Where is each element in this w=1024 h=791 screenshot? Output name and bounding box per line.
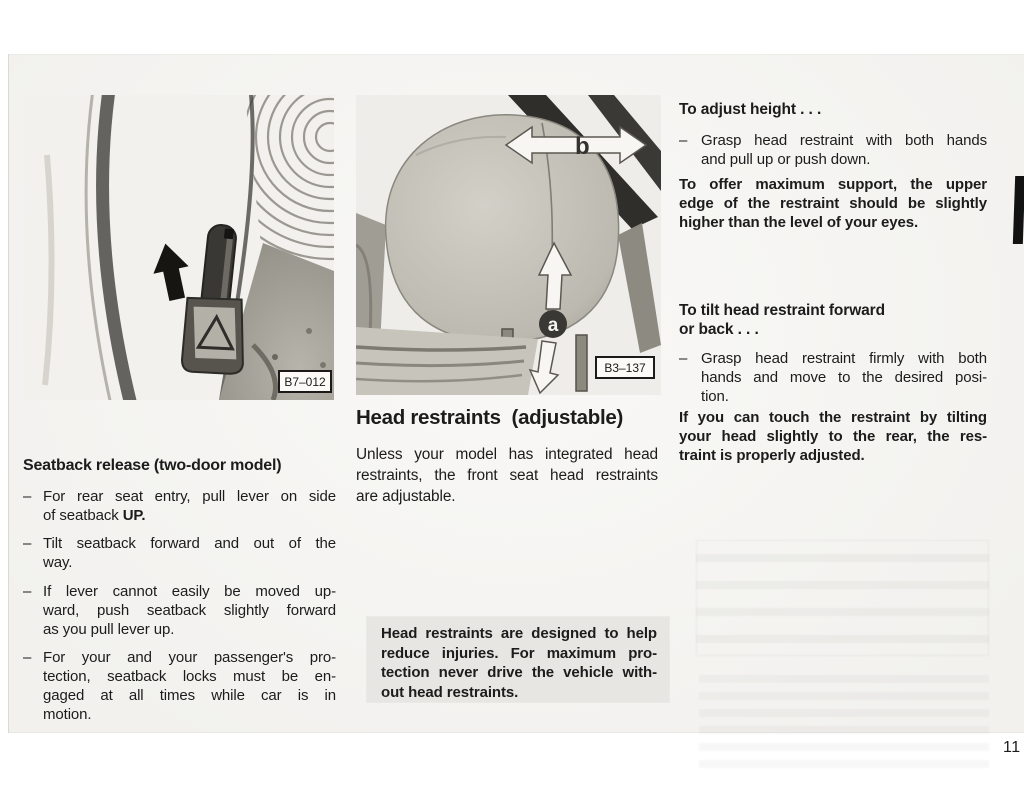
section-heading-seatback-release: Seatback release (two-door model) [23, 457, 282, 474]
list-item-text: If lever cannot easily be moved up- ward, push seatback slightly forward as you pull lever up. [43, 583, 336, 638]
restraint-post [576, 335, 587, 391]
figure-label [596, 357, 654, 378]
list-item-text: For your and your passenger's pro- tection, seatback locks must be en- gaged at all times while car is in motion. [43, 649, 336, 723]
tilt-arrow-icon [506, 127, 646, 163]
bleed-through-text [699, 675, 989, 775]
figure-seatback-lever [23, 95, 334, 400]
bullet-dash: – [23, 535, 32, 552]
bullet-dash: – [23, 583, 32, 600]
figure-label-text: B3–137 [604, 361, 646, 375]
manual-page [8, 54, 1024, 756]
list-item-text: For rear seat entry, pull lever on side [43, 488, 336, 505]
subheading-adjust-height: To adjust height . . . [679, 101, 822, 118]
list-item [679, 349, 987, 406]
list-item-text: Tilt seatback forward and out of the way. [43, 535, 336, 571]
list-item-text: of seatback UP. [43, 507, 146, 524]
list-item [23, 534, 336, 572]
bullet-dash: – [23, 649, 32, 666]
marker-a: a [547, 315, 559, 336]
list-item [23, 582, 336, 639]
bleed-through-box [696, 540, 989, 656]
figure-label-text: B7–012 [284, 375, 326, 389]
emphasis-up: UP. [122, 507, 146, 524]
bullet-dash: – [23, 488, 32, 505]
index-tab [1013, 176, 1024, 244]
list-item-text: Grasp head restraint with both hands and pull up or push down. [701, 132, 987, 168]
subheading-tilt-head-restraint: To tilt head restraint forward or back . . . [679, 302, 885, 338]
list-item [23, 487, 336, 525]
seatback-lever-illustration [23, 95, 334, 400]
note-properly-adjusted: If you can touch the restraint by tilting your head slightly to the rear, the res- traint is properly adjusted. [679, 409, 987, 464]
list-item [679, 131, 987, 169]
figure-label [279, 371, 331, 392]
warning-box: Head restraints are designed to help reduce injuries. For maximum pro- tection never drive the vehicle with- out head restraints. [367, 617, 669, 702]
section-heading-head-restraints: Head restraints (adjustable) [356, 406, 623, 429]
figure-head-restraint [356, 95, 661, 395]
head-restraint-illustration [356, 95, 661, 395]
list-item [23, 648, 336, 724]
bullet-dash: – [679, 132, 688, 149]
page-number: 11 [1003, 739, 1021, 756]
note-maximum-support: To offer maximum support, the upper edge of the restraint should be slightly higher than the level of your eyes. [679, 176, 987, 231]
marker-b: b [575, 133, 590, 160]
bullet-dash: – [679, 350, 688, 367]
intro-paragraph: Unless your model has integrated head restraints, the front seat head restraints are adjustable. [356, 446, 658, 505]
list-item-text: Grasp head restraint firmly with both hands and move to the desired posi- tion. [701, 350, 987, 405]
